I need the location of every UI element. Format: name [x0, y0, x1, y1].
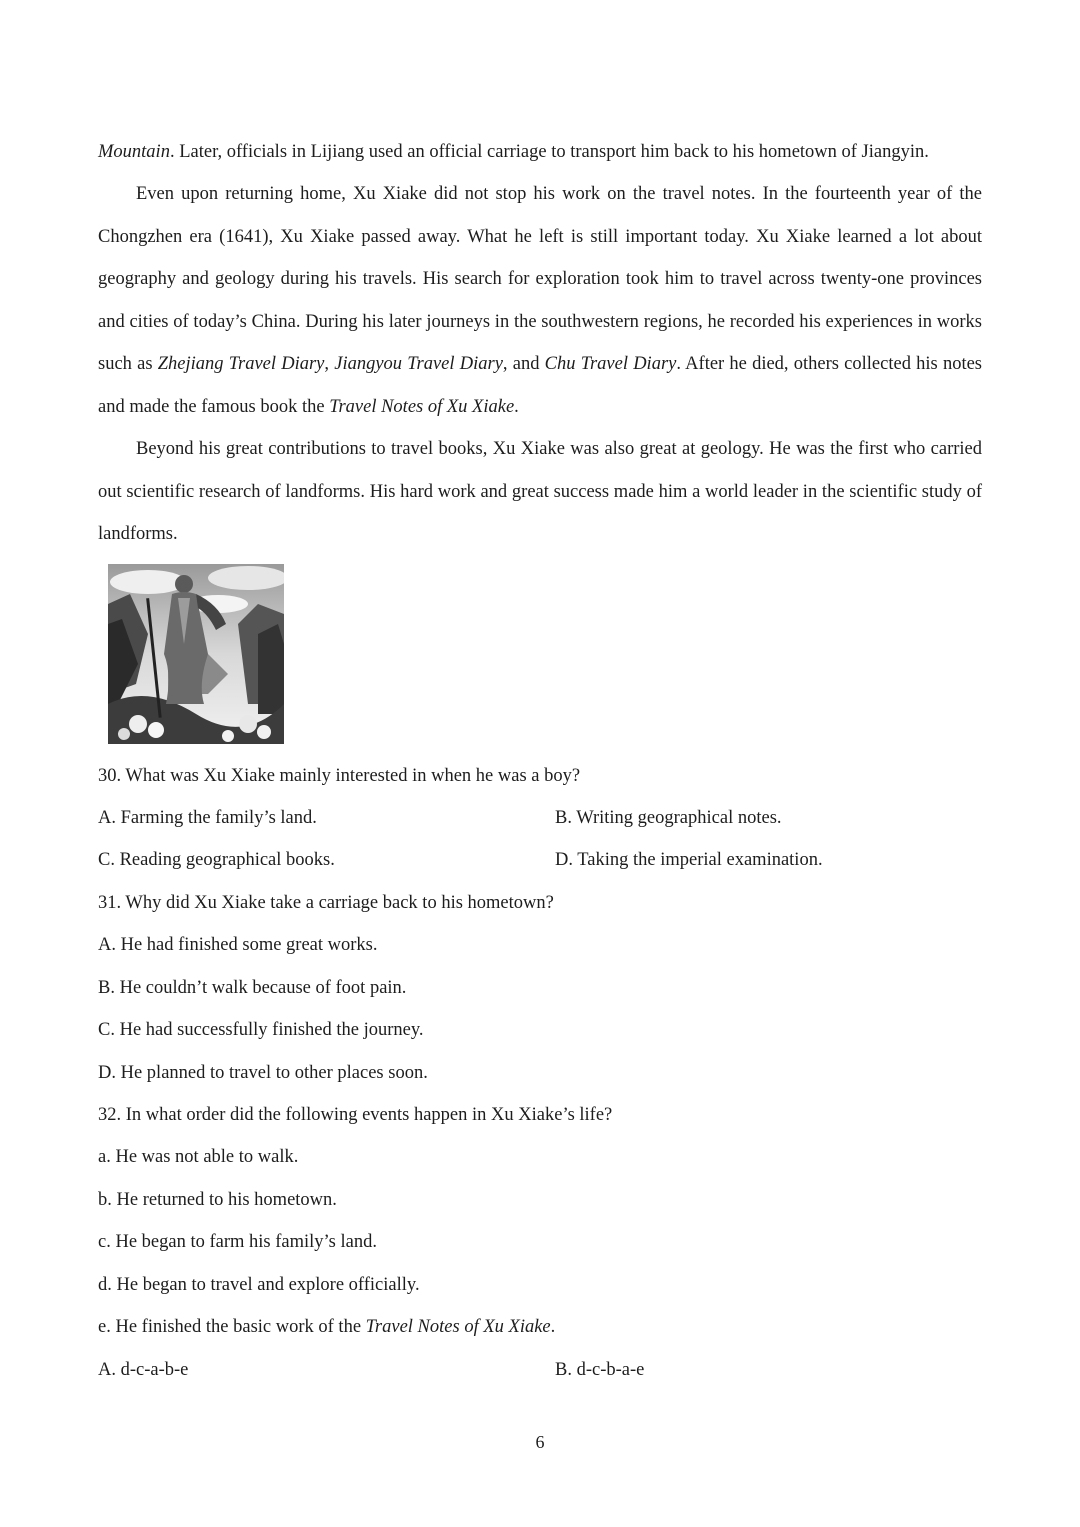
- paragraph-2-text-3: .: [514, 396, 519, 417]
- question-32-event-c: c. He began to farm his family’s land.: [98, 1232, 377, 1252]
- passage-paragraph-2: [98, 173, 982, 428]
- question-30-option-c: C. Reading geographical books.: [98, 850, 335, 870]
- italic-word-mountain: Mountain: [98, 142, 170, 162]
- book-title-travel-notes: Travel Notes of Xu Xiake: [329, 396, 515, 417]
- book-title-chu: Chu Travel Diary: [544, 354, 677, 374]
- question-32-event-e: [98, 1315, 555, 1339]
- question-32-event-d: d. He began to travel and explore officially.: [98, 1275, 420, 1295]
- event-e-text: e. He finished the basic work of the: [98, 1317, 366, 1337]
- question-31-option-d: D. He planned to travel to other places soon.: [98, 1063, 428, 1083]
- page-number: 6: [535, 1432, 545, 1452]
- question-30-stem: 30. What was Xu Xiake mainly interested in when he was a boy?: [98, 766, 581, 786]
- question-32-event-a: a. He was not able to walk.: [98, 1147, 299, 1167]
- paragraph-2-text-2: . After he died, others collected his notes and made the famous book the: [98, 354, 982, 417]
- passage-paragraph-3: Beyond his great contributions to travel books, Xu Xiake was also great at geology. He was the first who carried out scientific research of landforms. His hard work and great success made him a world leader in the scientific study of landforms.: [98, 439, 982, 544]
- question-31-option-c: C. He had successfully finished the journey.: [98, 1020, 424, 1040]
- question-31-option-a: A. He had finished some great works.: [98, 935, 378, 955]
- question-30-option-a: A. Farming the family’s land.: [98, 808, 317, 828]
- event-e-book-title: Travel Notes of Xu Xiake: [365, 1317, 551, 1337]
- separator-1: ,: [324, 354, 335, 374]
- paragraph-2-text-1: Even upon returning home, Xu Xiake did not stop his work on the travel notes. In the fourteenth year of the Chongzhen era (1641), Xu Xiake passed away. What he left is still important today. Xu Xiake learned a lot about geography and geology during his travels. His search for exploration took him to travel across twenty-one provinces and cities of today’s China. During his later journeys in the southwestern regions, he recorded his experiences in works such as: [98, 184, 982, 374]
- question-31-option-b: B. He couldn’t walk because of foot pain.: [98, 978, 407, 998]
- traveler-illustration: [108, 564, 284, 744]
- question-32-option-b: B. d-c-b-a-e: [555, 1360, 645, 1380]
- question-32-stem: 32. In what order did the following events happen in Xu Xiake’s life?: [98, 1105, 613, 1125]
- book-title-jiangyou: Jiangyou Travel Diary: [334, 354, 503, 374]
- question-31-stem: 31. Why did Xu Xiake take a carriage back to his hometown?: [98, 893, 554, 913]
- question-30-option-b: B. Writing geographical notes.: [555, 808, 782, 828]
- event-e-period: .: [550, 1317, 556, 1337]
- paragraph-1-text: . Later, officials in Lijiang used an official carriage to transport him back to his hometown of Jiangyin.: [169, 142, 929, 162]
- question-30-option-d: D. Taking the imperial examination.: [555, 850, 823, 870]
- question-32-option-a: A. d-c-a-b-e: [98, 1360, 189, 1380]
- question-32-event-b: b. He returned to his hometown.: [98, 1190, 337, 1210]
- book-title-zhejiang: Zhejiang Travel Diary: [157, 354, 325, 374]
- passage-paragraph-1: [98, 131, 982, 174]
- separator-2: , and: [502, 354, 545, 374]
